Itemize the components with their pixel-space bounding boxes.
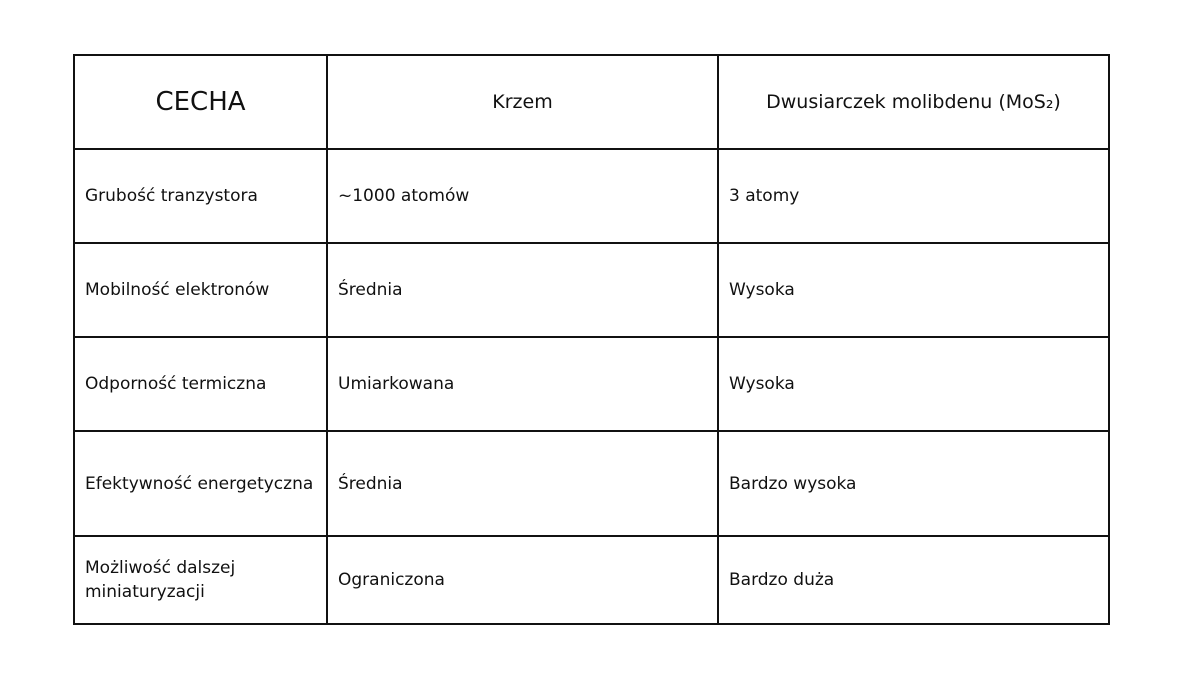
- table-row: [74, 431, 1109, 536]
- mos2-value: Bardzo wysoka: [718, 431, 1109, 536]
- table-header-row: [74, 55, 1109, 149]
- table-row: [74, 337, 1109, 431]
- header-cell-silicon: Krzem: [327, 55, 718, 149]
- silicon-value: Ograniczona: [327, 536, 718, 624]
- table-row: [74, 149, 1109, 243]
- mos2-value: Bardzo duża: [718, 536, 1109, 624]
- table-row: [74, 536, 1109, 624]
- mos2-value: Wysoka: [718, 337, 1109, 431]
- silicon-value: Umiarkowana: [327, 337, 718, 431]
- silicon-value: ~1000 atomów: [327, 149, 718, 243]
- row-label: Odporność termiczna: [74, 337, 327, 431]
- table-row: [74, 243, 1109, 337]
- mos2-value: Wysoka: [718, 243, 1109, 337]
- row-label: Mobilność elektronów: [74, 243, 327, 337]
- row-label: Efektywność energetyczna: [74, 431, 327, 536]
- silicon-value: Średnia: [327, 431, 718, 536]
- comparison-table: [73, 54, 1110, 625]
- silicon-value: Średnia: [327, 243, 718, 337]
- header-cell-feature: CECHA: [74, 55, 327, 149]
- mos2-value: 3 atomy: [718, 149, 1109, 243]
- row-label: Możliwość dalszej miniaturyzacji: [74, 536, 327, 624]
- row-label: Grubość tranzystora: [74, 149, 327, 243]
- header-cell-mos2: Dwusiarczek molibdenu (MoS₂): [718, 55, 1109, 149]
